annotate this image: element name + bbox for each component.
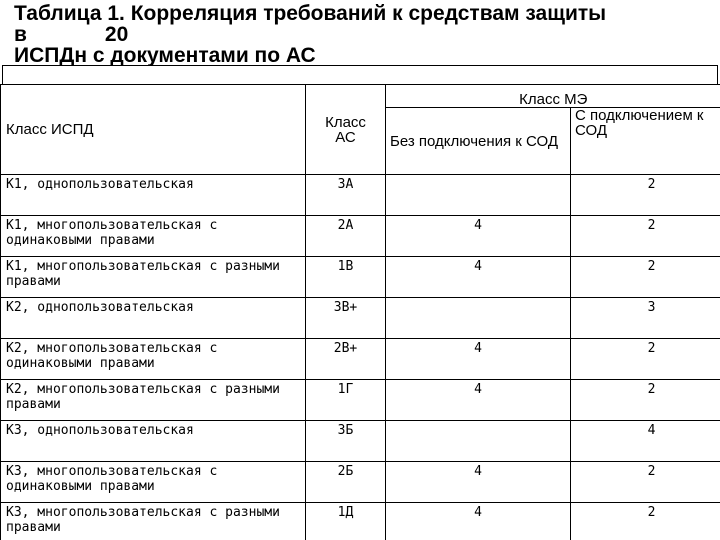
- header-as-text: Класс АС: [325, 113, 366, 146]
- title-word-v: в: [14, 23, 27, 46]
- cell-as: 3А: [306, 175, 386, 216]
- header-row-1: [1, 85, 720, 108]
- cell-no-sod: 4: [386, 257, 571, 298]
- table-frame: [2, 65, 718, 85]
- cell-ispd: К2, многопользовательская с одинаковыми правами: [1, 339, 306, 380]
- correlation-table: [0, 84, 720, 540]
- cell-no-sod: [386, 175, 571, 216]
- cell-with-sod: 2: [571, 339, 720, 380]
- cell-with-sod: 2: [571, 216, 720, 257]
- table-row: [1, 339, 720, 380]
- cell-no-sod: [386, 298, 571, 339]
- cell-no-sod: [386, 421, 571, 462]
- cell-with-sod: 2: [571, 380, 720, 421]
- table-row: [1, 216, 720, 257]
- header-me: Класс МЭ: [386, 85, 720, 108]
- slide-title: [14, 0, 714, 66]
- cell-as: 1Д: [306, 503, 386, 540]
- cell-no-sod: 4: [386, 216, 571, 257]
- cell-ispd: К3, однопользовательская: [1, 421, 306, 462]
- cell-no-sod: 4: [386, 380, 571, 421]
- cell-ispd: К2, однопользовательская: [1, 298, 306, 339]
- table-row: [1, 298, 720, 339]
- title-line-2: [14, 24, 714, 45]
- header-as: [306, 85, 386, 175]
- table-row: [1, 503, 720, 540]
- cell-ispd: К2, многопользовательская с разными правами: [1, 380, 306, 421]
- table-row: [1, 380, 720, 421]
- cell-as: 2Б: [306, 462, 386, 503]
- cell-ispd: К3, многопользовательская с одинаковыми правами: [1, 462, 306, 503]
- cell-with-sod: 2: [571, 257, 720, 298]
- cell-with-sod: 4: [571, 421, 720, 462]
- title-line-1: Таблица 1. Корреляция требований к средствам защиты: [14, 2, 607, 25]
- cell-as: 1Г: [306, 380, 386, 421]
- cell-no-sod: 4: [386, 503, 571, 540]
- cell-with-sod: 2: [571, 175, 720, 216]
- cell-ispd: К1, однопользовательская: [1, 175, 306, 216]
- table-row: [1, 462, 720, 503]
- title-number: 20: [104, 23, 129, 46]
- cell-ispd: К1, многопользовательская с разными правами: [1, 257, 306, 298]
- cell-with-sod: 2: [571, 462, 720, 503]
- cell-ispd: К1, многопользовательская с одинаковыми правами: [1, 216, 306, 257]
- header-with-sod: С подключением к СОД: [571, 108, 720, 175]
- cell-as: 2А: [306, 216, 386, 257]
- table-row: [1, 257, 720, 298]
- cell-as: 1В: [306, 257, 386, 298]
- table-row: [1, 175, 720, 216]
- title-line-3: ИСПДн с документами по АС: [14, 44, 316, 66]
- cell-as: 2В+: [306, 339, 386, 380]
- cell-with-sod: 2: [571, 503, 720, 540]
- header-no-sod: Без подключения к СОД: [386, 108, 571, 175]
- cell-ispd: К3, многопользовательская с разными правами: [1, 503, 306, 540]
- cell-no-sod: 4: [386, 339, 571, 380]
- table-row: [1, 421, 720, 462]
- header-ispd: Класс ИСПД: [1, 85, 306, 175]
- cell-as: 3Б: [306, 421, 386, 462]
- cell-as: 3В+: [306, 298, 386, 339]
- cell-with-sod: 3: [571, 298, 720, 339]
- cell-no-sod: 4: [386, 462, 571, 503]
